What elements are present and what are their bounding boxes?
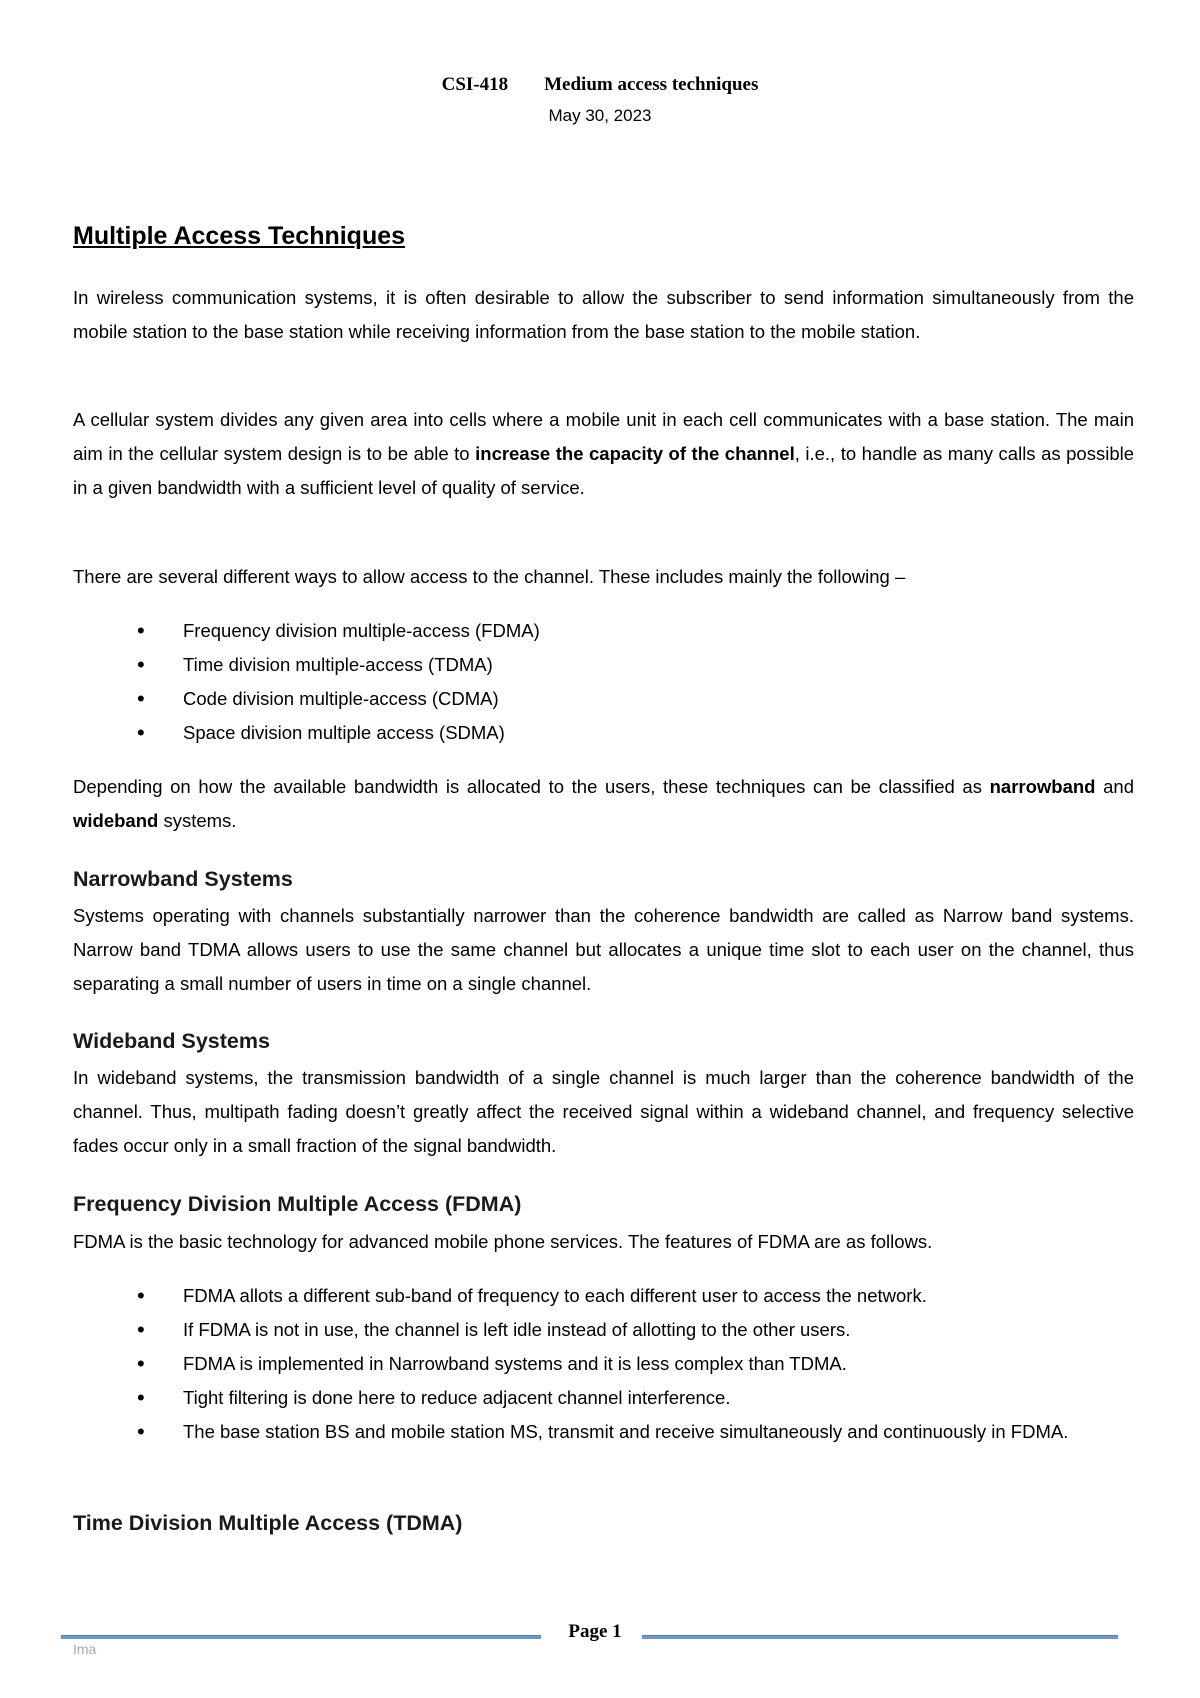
techniques-list xyxy=(73,614,1134,750)
list-item: • Tight filtering is done here to reduce adjacent channel interference. xyxy=(73,1381,1134,1415)
fdma-features-list xyxy=(73,1279,1134,1449)
list-item: • FDMA allots a different sub-band of frequency to each different user to access the network. xyxy=(73,1279,1134,1313)
heading-tdma: Time Division Multiple Access (TDMA) xyxy=(73,1511,463,1535)
heading-narrowband: Narrowband Systems xyxy=(73,867,293,891)
list-item: • Time division multiple-access (TDMA) xyxy=(73,648,1134,682)
doc-date: May 30, 2023 xyxy=(548,106,652,125)
paragraph-narrowband: Systems operating with channels substantially narrower than the coherence bandwidth are called as Narrow band systems. Narrow band TDMA allows users to use the same channel but allocates a unique time slot to each user on the channel, thus separating a small number of users in time on a single channel. xyxy=(73,905,1134,994)
list-item: • Code division multiple-access (CDMA) xyxy=(73,682,1134,716)
footer-rule-left xyxy=(61,1635,541,1639)
page-number: Page 1 xyxy=(568,1621,622,1642)
heading-fdma: Frequency Division Multiple Access (FDMA) xyxy=(73,1192,522,1216)
paragraph-intro: In wireless communication systems, it is often desirable to allow the subscriber to send information simultaneously from the mobile station to the base station while receiving information from the base station to the mobile station. xyxy=(73,287,1134,342)
list-item: • Space division multiple access (SDMA) xyxy=(73,716,1134,750)
paragraph-wideband: In wideband systems, the transmission bandwidth of a single channel is much larger than the coherence bandwidth of the channel. Thus, multipath fading doesn’t greatly affect the received signal within a wideband channel, and frequency selective fades occur only in a small fraction of the signal bandwidth. xyxy=(73,1067,1134,1156)
list-item: • FDMA is implemented in Narrowband systems and it is less complex than TDMA. xyxy=(73,1347,1134,1381)
paragraph-fdma: FDMA is the basic technology for advanced mobile phone services. The features of FDMA are as follows. xyxy=(73,1231,933,1252)
list-item: • The base station BS and mobile station MS, transmit and receive simultaneously and continuously in FDMA. xyxy=(73,1415,1134,1449)
doc-header xyxy=(0,74,1200,96)
doc-topic: Medium access techniques xyxy=(544,74,759,95)
list-item: • Frequency division multiple-access (FDMA) xyxy=(73,614,1134,648)
footer-rule-right xyxy=(642,1635,1118,1639)
heading-wideband: Wideband Systems xyxy=(73,1029,270,1053)
paragraph-access-ways: There are several different ways to allow access to the channel. These includes mainly the following – xyxy=(73,566,906,587)
course-code: CSI-418 xyxy=(441,74,509,95)
paragraph-cellular: A cellular system divides any given area into cells where a mobile unit in each cell communicates with a base station. The main aim in the cellular system design is to be able to increase the capacity of the channel, i.e., to handle as many calls as possible in a given bandwidth with a sufficient level of quality of service. xyxy=(73,409,1135,498)
page-title: Multiple Access Techniques xyxy=(73,222,406,250)
paragraph-classification: Depending on how the available bandwidth is allocated to the users, these techniques can be classified as narrowband and wideband systems. xyxy=(73,776,1134,831)
list-item: • If FDMA is not in use, the channel is left idle instead of allotting to the other users. xyxy=(73,1313,1134,1347)
footer-author: Ima xyxy=(73,1641,97,1657)
